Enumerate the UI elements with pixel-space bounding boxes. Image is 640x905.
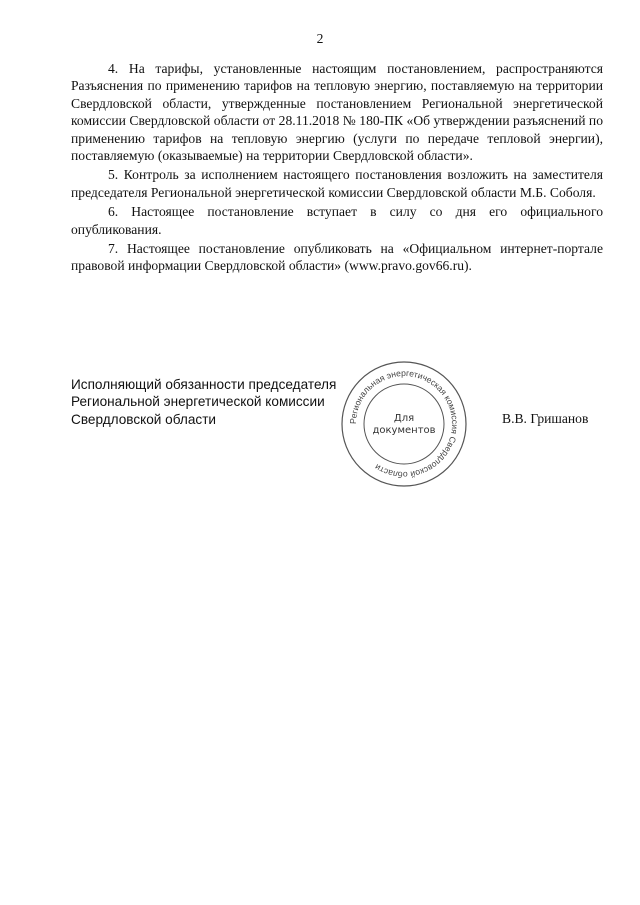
document-body xyxy=(71,60,603,277)
signatory-title xyxy=(71,376,371,428)
signatory-title-line: Свердловской области xyxy=(71,411,217,427)
paragraph-7: 7. Настоящее постановление опубликовать на «Официальном интернет-портале правовой информации Свердловской области» (www.pravo.gov66.ru). xyxy=(71,241,603,274)
official-stamp xyxy=(339,359,469,489)
page-number: 2 xyxy=(316,31,324,46)
paragraph-4: 4. На тарифы, установленные настоящим постановлением, распространяются Разъяснения по применению тарифов на тепловую энергию, поставляемую на территории Свердловской области, утвержденные постановлением Региональной энергетической комиссии Свердловской области от 28.11.2018 № 180-ПК «Об утверждении разъяснений по применению тарифов на тепловую энергию (услуги по передаче тепловой энергии), поставляемую (оказываемые) на территории Свердловской области». xyxy=(71,61,603,164)
paragraph-6: 6. Настоящее постановление вступает в силу со дня его официального опубликования. xyxy=(71,204,603,237)
signatory-name: В.В. Гришанов xyxy=(502,411,589,426)
signatory-title-line: Региональной энергетической комиссии xyxy=(71,394,325,410)
paragraph-5: 5. Контроль за исполнением настоящего постановления возложить на заместителя председателя Региональной энергетической комиссии Свердловской области М.Б. Соболя. xyxy=(71,167,603,200)
svg-text:Региональная энергетическая ко xyxy=(348,368,460,480)
stamp-center-line-1: Для xyxy=(393,413,415,424)
stamp-ring-text: Региональная энергетическая комиссия Свердловской области xyxy=(347,367,461,481)
stamp-center-line-2: документов xyxy=(372,425,436,436)
signatory-title-line: Исполняющий обязанности председателя xyxy=(71,377,337,392)
